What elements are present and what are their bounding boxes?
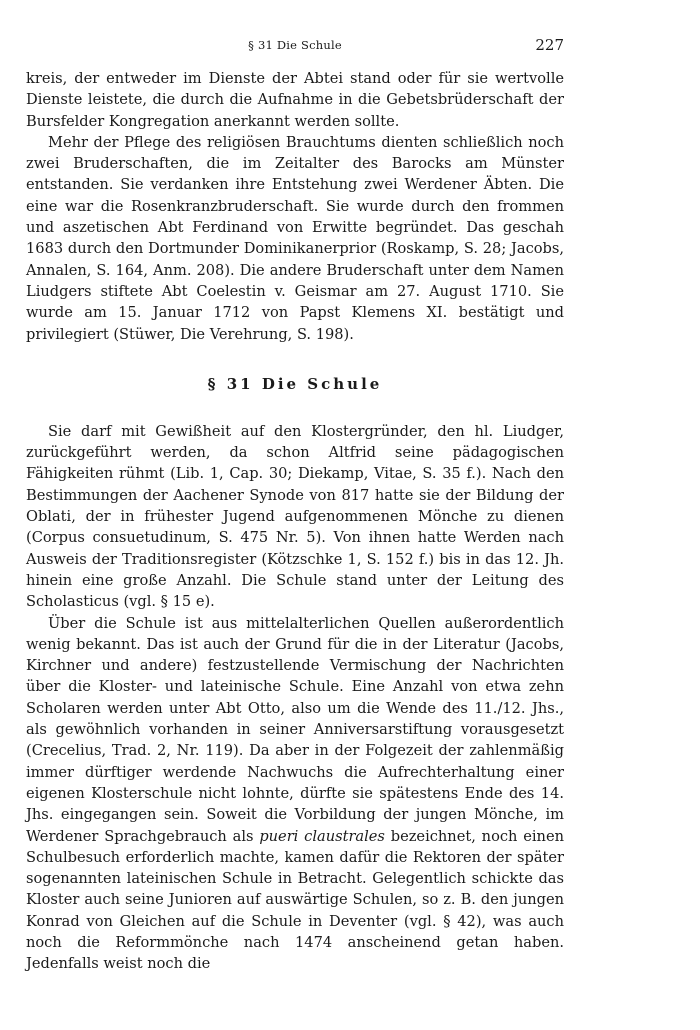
paragraph-4: [26, 613, 564, 975]
paragraph-4-part-1: Über die Schule ist aus mittelalterlichen Quellen außerordentlich wenig bekannt. Das ist auch der Grund für die in der Literatur (Jacobs, Kirchner und andere) festzustellende Vermischung der Nachrichten über die Kloster- und lateinische Schule. Eine Anzahl von etwa zehn Scholaren werden unter Abt Otto, also um die Wende des 11./12. Jhs., als gewöhnlich vorhanden in seiner Anniversarstiftung vorausgesetzt (Crecelius, Trad. 2, Nr. 119). Da aber in der Folgezeit der zahlenmäßig immer dürftiger werdende Nachwuchs die Aufrechterhaltung einer eigenen Klosterschule nicht lohnte, dürfte sie spätestens Ende des 14. Jhs. eingegangen sein. Soweit die Vorbildung der jungen Mönche, im Werdener Sprachgebrauch als: [26, 614, 564, 845]
paragraph-4-part-2: bezeichnet, noch einen Schulbesuch erforderlich machte, kamen dafür die Rektoren der später sogenannten lateinischen Schule in Betracht. Gelegentlich schickte das Kloster auch seine Junioren auf auswärtige Schulen, so z. B. den jungen Konrad von Gleichen auf die Schule in Deventer (vgl. § 42), was auch noch die Reformmönche nach 1474 anscheinend getan haben. Jedenfalls weist noch die: [26, 827, 564, 973]
running-head: [26, 36, 564, 58]
text-block-before: [26, 68, 564, 345]
paragraph-3: Sie darf mit Gewißheit auf den Klostergründer, den hl. Liudger, zurückgeführt werden, da schon Altfrid seine pädagogischen Fähigkeiten rühmt (Lib. 1, Cap. 30; Diekamp, Vitae, S. 35 f.). Nach den Bestimmungen der Aachener Synode von 817 hatte sie der Bildung der Oblati, der in frühester Jugend aufgenommenen Mönche zu dienen (Corpus consuetudinum, S. 475 Nr. 5). Von ihnen hatte Werden nach Ausweis der Traditionsregister (Kötzschke 1, S. 152 f.) bis in das 12. Jh. hinein eine große Anzahl. Die Schule stand unter der Leitung des Scholasticus (vgl. § 15 e).: [26, 422, 564, 611]
section-heading: § 31 Die Schule: [207, 374, 383, 393]
text-block-after: [26, 421, 564, 975]
running-title: § 31 Die Schule: [248, 38, 342, 52]
paragraph-2: Mehr der Pflege des religiösen Brauchtums dienten schließlich noch zwei Bruderschaften, die im Zeitalter des Barocks am Münster entstanden. Sie verdanken ihre Entstehung zwei Werdener Äbten. Die eine war die Rosenkranzbruderschaft. Sie wurde durch den frommen und aszetischen Abt Ferdinand von Erwitte begründet. Das geschah 1683 durch den Dortmunder Dominikanerprior (Roskamp, S. 28; Jacobs, Annalen, S. 164, Anm. 208). Die andere Bruderschaft unter dem Namen Liudgers stiftete Abt Coelestin v. Geismar am 27. August 1710. Sie wurde am 15. Januar 1712 von Papst Klemens XI. bestätigt und privilegiert (Stüwer, Die Verehrung, S. 198).: [26, 133, 564, 343]
page: [26, 36, 564, 975]
latin-term: pueri claustrales: [259, 827, 385, 845]
page-number: 227: [535, 36, 564, 54]
paragraph-1: kreis, der entweder im Dienste der Abtei stand oder für sie wertvolle Dienste leistete, die durch die Aufnahme in die Gebetsbrüderschaft der Bursfelder Kongregation anerkannt werden sollte.: [26, 70, 564, 130]
